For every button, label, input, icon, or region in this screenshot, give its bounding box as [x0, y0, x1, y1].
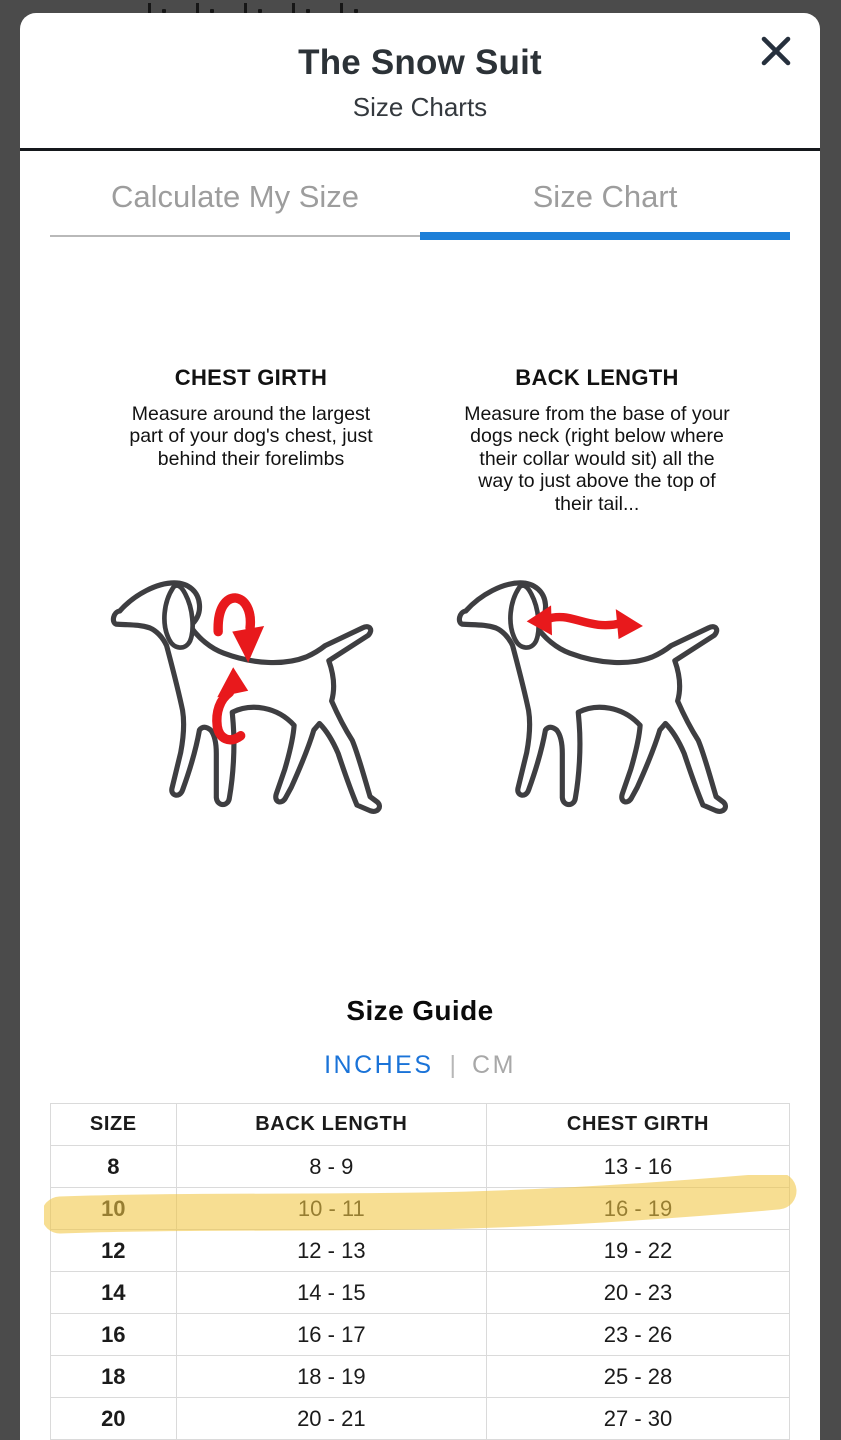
size-guide-title: Size Guide [346, 995, 494, 1026]
tab-calculate-my-size[interactable]: Calculate My Size [110, 179, 360, 214]
table-cell: 23 - 26 [487, 1314, 790, 1356]
close-icon [759, 34, 793, 68]
table-cell: 18 [51, 1356, 177, 1398]
table-row [51, 1146, 790, 1188]
tab-size-chart[interactable]: Size Chart [532, 179, 678, 214]
table-cell: 20 [51, 1398, 177, 1440]
page-subtitle: Size Charts [352, 92, 488, 122]
table-row [51, 1314, 790, 1356]
table-cell: 8 [51, 1146, 177, 1188]
size-table-wrap [50, 1103, 790, 1440]
guide-heading: BACK LENGTH [515, 365, 679, 390]
unit-separator: | [449, 1051, 457, 1079]
size-table-header-row [51, 1104, 790, 1146]
table-cell: 18 - 19 [176, 1356, 486, 1398]
table-row [51, 1398, 790, 1440]
table-cell: 8 - 9 [176, 1146, 486, 1188]
table-cell: 25 - 28 [487, 1356, 790, 1398]
table-cell: 12 - 13 [176, 1230, 486, 1272]
table-row [51, 1272, 790, 1314]
table-cell: 10 [51, 1188, 177, 1230]
modal-header [20, 13, 820, 151]
unit-toggle [20, 1051, 820, 1080]
table-cell: 20 - 21 [176, 1398, 486, 1440]
table-cell: 16 [51, 1314, 177, 1356]
close-button[interactable] [756, 31, 796, 71]
size-table [50, 1103, 790, 1440]
size-chart-modal [20, 13, 820, 1440]
table-cell: 20 - 23 [487, 1272, 790, 1314]
table-cell: 19 - 22 [487, 1230, 790, 1272]
column-header-size: SIZE [51, 1104, 177, 1146]
dog-illustration-back-length [437, 551, 757, 851]
tab-bar [20, 151, 820, 240]
unit-inches[interactable]: INCHES [324, 1051, 434, 1079]
table-cell: 16 - 19 [487, 1188, 790, 1230]
table-row [51, 1188, 790, 1230]
table-cell: 14 [51, 1272, 177, 1314]
page-title: The Snow Suit [298, 43, 542, 82]
unit-cm[interactable]: CM [472, 1051, 516, 1079]
guide-description: Measure around the largest part of your dog's chest, just behind their forelimbs [129, 403, 373, 470]
inactive-tab-underline [50, 235, 420, 237]
table-row [51, 1230, 790, 1272]
table-cell: 14 - 15 [176, 1272, 486, 1314]
column-header-chest-girth: CHEST GIRTH [487, 1104, 790, 1146]
table-cell: 16 - 17 [176, 1314, 486, 1356]
guide-description: Measure from the base of your dogs neck (right below where their collar would sit) all the way to just above the top of their tail... [464, 403, 730, 515]
table-cell: 27 - 30 [487, 1398, 790, 1440]
table-row [51, 1356, 790, 1398]
back-length-guide [422, 365, 772, 515]
chest-girth-guide [76, 365, 426, 470]
column-header-back-length: BACK LENGTH [176, 1104, 486, 1146]
size-table-body [51, 1146, 790, 1440]
table-cell: 13 - 16 [487, 1146, 790, 1188]
guide-heading: CHEST GIRTH [174, 365, 328, 390]
table-cell: 10 - 11 [176, 1188, 486, 1230]
active-tab-indicator [420, 232, 790, 240]
dog-illustration-chest-girth [91, 551, 411, 851]
table-cell: 12 [51, 1230, 177, 1272]
